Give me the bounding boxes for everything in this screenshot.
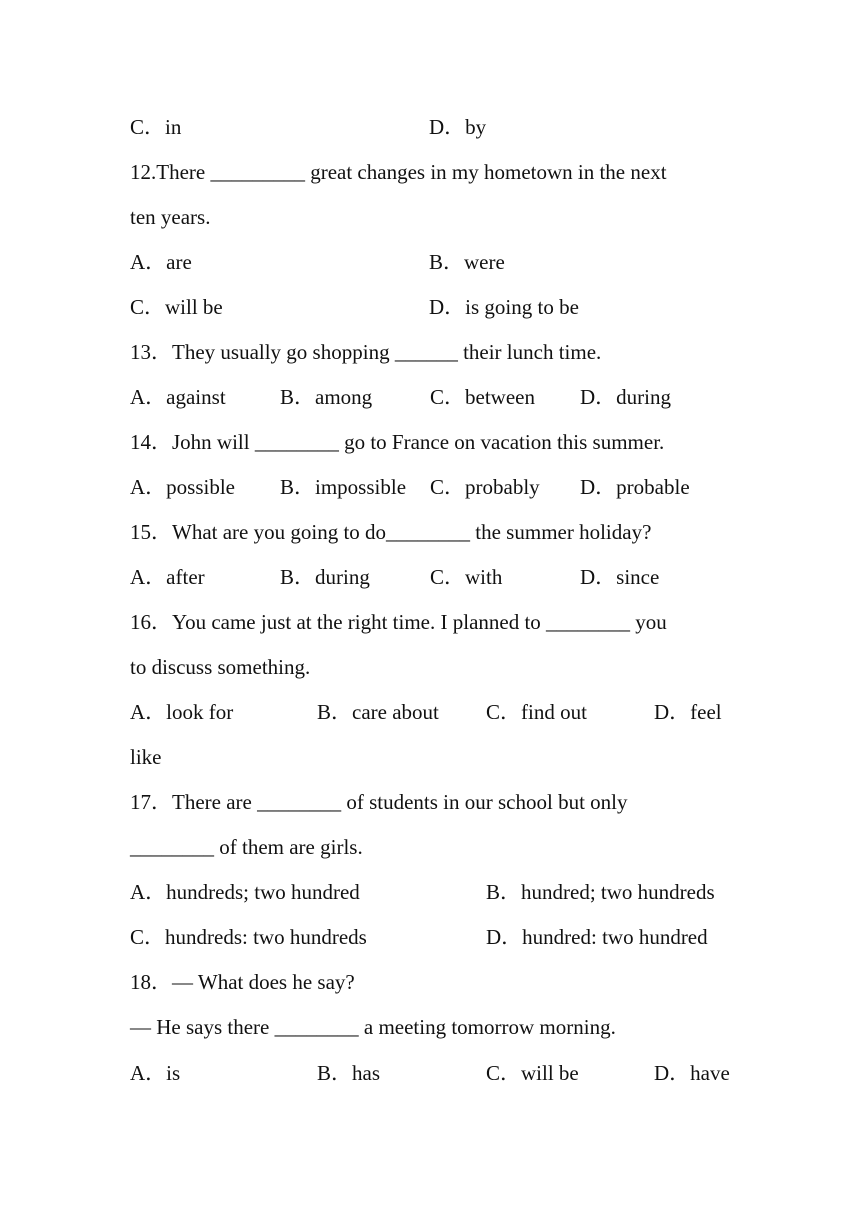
q15-options: [130, 555, 730, 600]
q18-option-b: B．has: [317, 1061, 380, 1085]
q15-option-b: B．during: [280, 565, 370, 589]
q13-stem: 13．They usually go shopping ______ their lunch time.: [130, 340, 602, 364]
q14-options: [130, 465, 730, 510]
q12-stem-line1: 12.There _________ great changes in my hometown in the next: [130, 160, 667, 184]
q16-options: [130, 690, 730, 735]
q17-options-row2: [130, 915, 730, 960]
q17-options-row1: [130, 870, 730, 915]
q11-option-d: D．by: [429, 115, 487, 139]
q18-stem-line2: — He says there ________ a meeting tomorrow morning.: [130, 1015, 616, 1039]
q12-options-row1: [130, 240, 730, 285]
q17-option-a: A．hundreds; two hundred: [130, 880, 360, 904]
q12-stem-line2: ten years.: [130, 205, 211, 229]
q16-options-wrap: like: [130, 745, 162, 769]
q12-option-c: C．will be: [130, 295, 223, 319]
q13-option-a: A．against: [130, 385, 226, 409]
q12-options-row2: [130, 285, 730, 330]
q14-stem: 14．John will ________ go to France on vacation this summer.: [130, 430, 665, 454]
q17-stem-line2: ________ of them are girls.: [130, 835, 363, 859]
q18-option-d: D．have: [654, 1061, 730, 1085]
q11-option-c: C．in: [130, 115, 182, 139]
q15-option-c: C．with: [430, 565, 503, 589]
q16-option-a: A．look for: [130, 700, 234, 724]
q18-option-c: C．will be: [486, 1061, 579, 1085]
q17-option-c: C．hundreds: two hundreds: [130, 925, 367, 949]
q14-option-d: D．probable: [580, 475, 690, 499]
q18-options: [130, 1051, 730, 1096]
q18-option-a: A．is: [130, 1061, 181, 1085]
q14-option-c: C．probably: [430, 475, 540, 499]
q13-options: [130, 375, 730, 420]
q15-option-a: A．after: [130, 565, 205, 589]
q18-stem-line1: 18．— What does he say?: [130, 970, 355, 994]
q12-option-d: D．is going to be: [429, 295, 579, 319]
q13-option-d: D．during: [580, 385, 671, 409]
q12-option-b: B．were: [429, 250, 505, 274]
q16-option-d: D．feel: [654, 700, 722, 724]
q17-stem-line1: 17．There are ________ of students in our school but only: [130, 790, 628, 814]
q17-option-b: B．hundred; two hundreds: [486, 880, 715, 904]
q16-option-c: C．find out: [486, 700, 587, 724]
q14-option-a: A．possible: [130, 475, 235, 499]
q13-option-c: C．between: [430, 385, 535, 409]
q11-options-row2: [130, 105, 730, 150]
q15-stem: 15．What are you going to do________ the summer holiday?: [130, 520, 652, 544]
q15-option-d: D．since: [580, 565, 660, 589]
q12-option-a: A．are: [130, 250, 192, 274]
q16-stem-line1: 16．You came just at the right time. I planned to ________ you: [130, 610, 667, 634]
q14-option-b: B．impossible: [280, 475, 407, 499]
q13-option-b: B．among: [280, 385, 373, 409]
q16-stem-line2: to discuss something.: [130, 655, 311, 679]
q16-option-b: B．care about: [317, 700, 439, 724]
q17-option-d: D．hundred: two hundred: [486, 925, 708, 949]
